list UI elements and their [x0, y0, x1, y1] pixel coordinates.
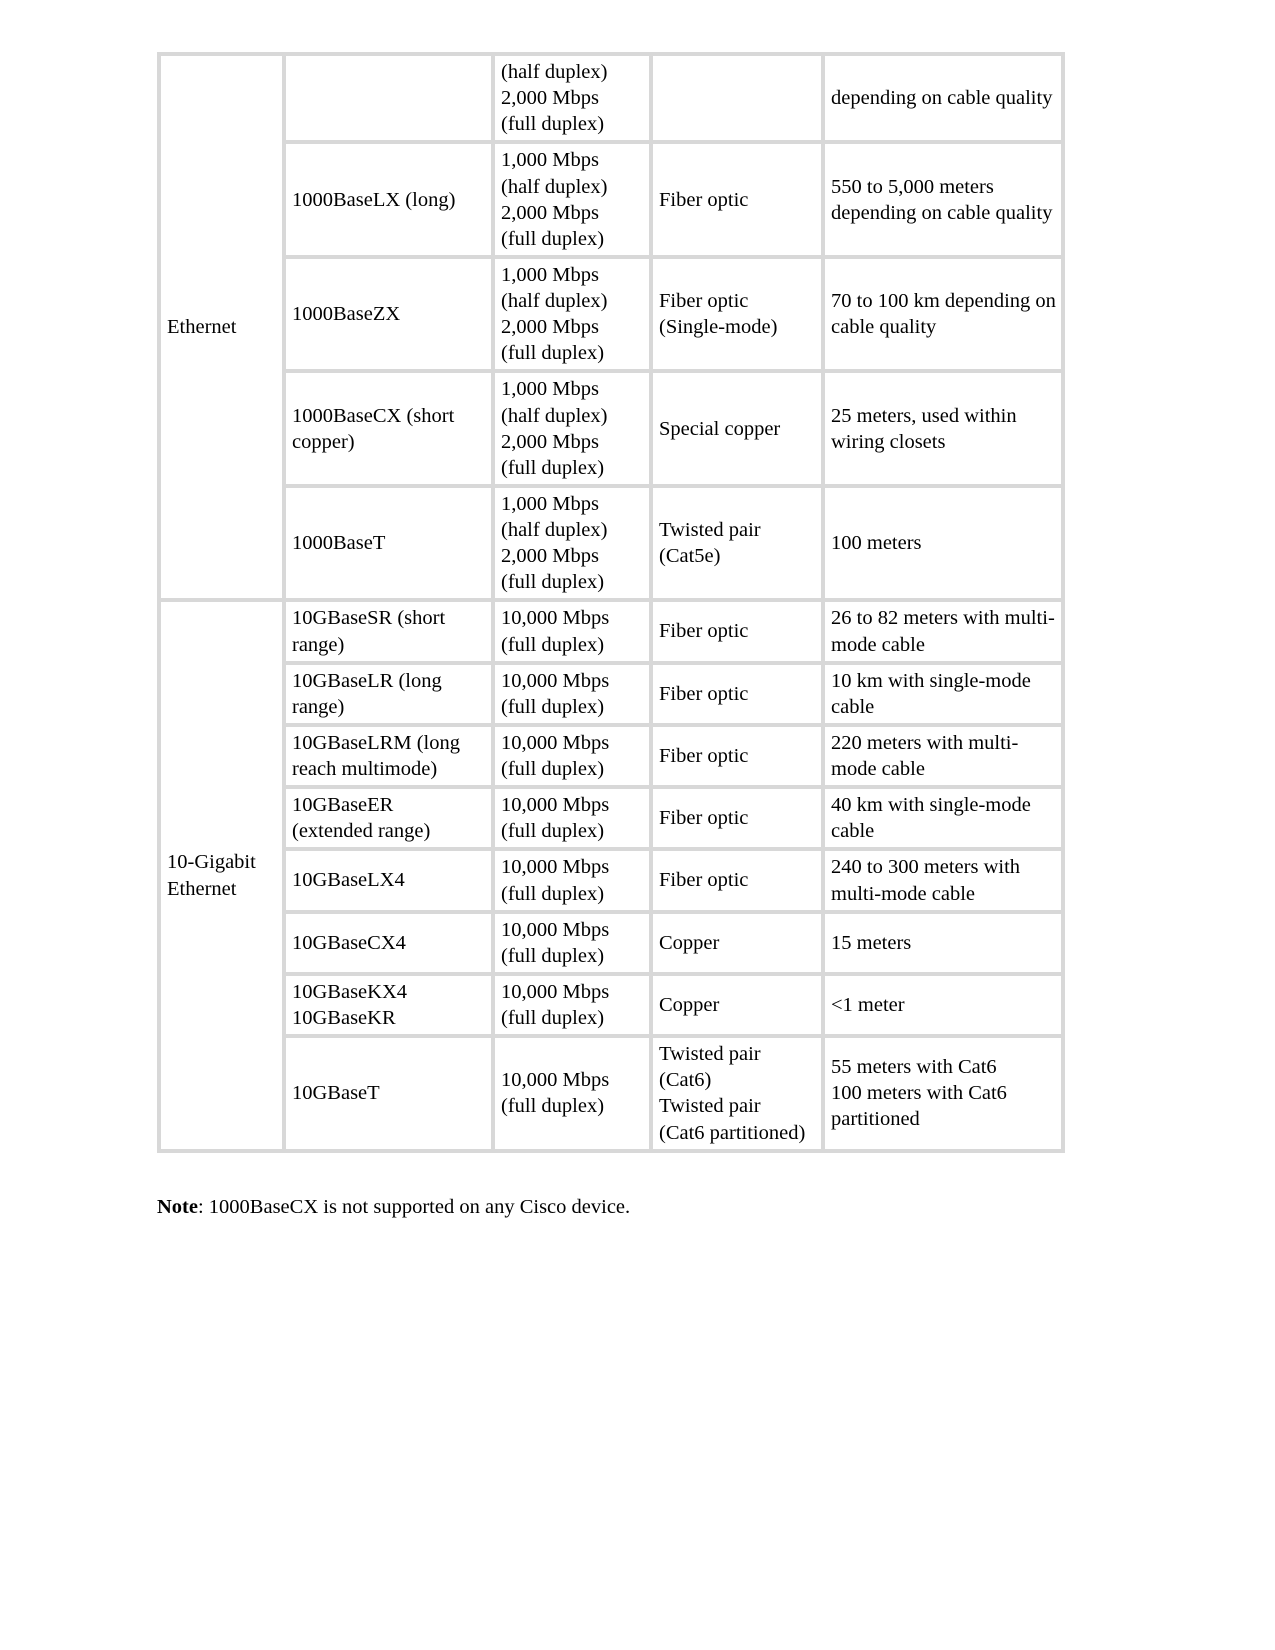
cell-distance: 40 km with single-mode cable — [823, 787, 1063, 849]
table-row — [159, 912, 1063, 974]
cell-speed: 10,000 Mbps (full duplex) — [493, 725, 651, 787]
table-row — [159, 1036, 1063, 1151]
cell-speed: 10,000 Mbps (full duplex) — [493, 912, 651, 974]
cell-speed: 1,000 Mbps (half duplex) 2,000 Mbps (full duplex) — [493, 257, 651, 372]
cell-standard: 10GBaseSR (short range) — [284, 600, 493, 662]
cell-media: Twisted pair (Cat5e) — [651, 486, 823, 601]
table-row — [159, 54, 1063, 142]
cell-media: Fiber optic — [651, 787, 823, 849]
cell-speed: 1,000 Mbps (half duplex) 2,000 Mbps (full duplex) — [493, 142, 651, 257]
note-label: Note — [157, 1196, 198, 1218]
note-text: : 1000BaseCX is not supported on any Cisco device. — [197, 1196, 631, 1218]
cell-standard: 10GBaseLX4 — [284, 849, 493, 911]
cell-media — [651, 54, 823, 142]
ethernet-standards-table — [157, 52, 1065, 1153]
cell-standard: 10GBaseCX4 — [284, 912, 493, 974]
table-row — [159, 371, 1063, 486]
cell-media: Fiber optic — [651, 849, 823, 911]
cell-distance: 220 meters with multi-mode cable — [823, 725, 1063, 787]
cell-speed: 10,000 Mbps (full duplex) — [493, 787, 651, 849]
cell-standard: 10GBaseKX4 10GBaseKR — [284, 974, 493, 1036]
cell-media: Fiber optic — [651, 725, 823, 787]
cell-distance: 100 meters — [823, 486, 1063, 601]
table-row — [159, 849, 1063, 911]
cell-category: 10-Gigabit Ethernet — [159, 600, 284, 1150]
cell-category: Ethernet — [159, 54, 284, 600]
cell-standard: 1000BaseLX (long) — [284, 142, 493, 257]
cell-speed: (half duplex) 2,000 Mbps (full duplex) — [493, 54, 651, 142]
cell-media: Fiber optic (Single-mode) — [651, 257, 823, 372]
cell-standard: 10GBaseLR (long range) — [284, 663, 493, 725]
cell-distance: depending on cable quality — [823, 54, 1063, 142]
table-row — [159, 257, 1063, 372]
cell-distance: 70 to 100 km depending on cable quality — [823, 257, 1063, 372]
table-row — [159, 142, 1063, 257]
cell-standard: 1000BaseZX — [284, 257, 493, 372]
cell-media: Copper — [651, 912, 823, 974]
table-row — [159, 663, 1063, 725]
cell-standard: 10GBaseLRM (long reach multimode) — [284, 725, 493, 787]
cell-speed: 10,000 Mbps (full duplex) — [493, 849, 651, 911]
cell-distance: <1 meter — [823, 974, 1063, 1036]
cell-distance: 15 meters — [823, 912, 1063, 974]
cell-media: Fiber optic — [651, 663, 823, 725]
table-row — [159, 486, 1063, 601]
cell-media: Copper — [651, 974, 823, 1036]
cell-speed: 1,000 Mbps (half duplex) 2,000 Mbps (full duplex) — [493, 486, 651, 601]
cell-speed: 10,000 Mbps (full duplex) — [493, 663, 651, 725]
cell-standard — [284, 54, 493, 142]
cell-distance: 240 to 300 meters with multi-mode cable — [823, 849, 1063, 911]
cell-speed: 1,000 Mbps (half duplex) 2,000 Mbps (full duplex) — [493, 371, 651, 486]
table-row — [159, 725, 1063, 787]
cell-speed: 10,000 Mbps (full duplex) — [493, 600, 651, 662]
cell-media: Fiber optic — [651, 600, 823, 662]
table-body — [159, 54, 1063, 1151]
cell-media: Special copper — [651, 371, 823, 486]
cell-media: Fiber optic — [651, 142, 823, 257]
cell-distance: 55 meters with Cat6 100 meters with Cat6 partitioned — [823, 1036, 1063, 1151]
cell-standard: 1000BaseCX (short copper) — [284, 371, 493, 486]
cell-speed: 10,000 Mbps (full duplex) — [493, 974, 651, 1036]
table-row — [159, 600, 1063, 662]
cell-distance: 10 km with single-mode cable — [823, 663, 1063, 725]
cell-distance: 26 to 82 meters with multi-mode cable — [823, 600, 1063, 662]
cell-speed: 10,000 Mbps (full duplex) — [493, 1036, 651, 1151]
table-row — [159, 974, 1063, 1036]
ethernet-standards-table-wrap — [157, 52, 1063, 1153]
cell-media: Twisted pair (Cat6) Twisted pair (Cat6 partitioned) — [651, 1036, 823, 1151]
table-row — [159, 787, 1063, 849]
table-note — [157, 1194, 630, 1221]
cell-standard: 1000BaseT — [284, 486, 493, 601]
cell-distance: 25 meters, used within wiring closets — [823, 371, 1063, 486]
cell-distance: 550 to 5,000 meters depending on cable quality — [823, 142, 1063, 257]
cell-standard: 10GBaseT — [284, 1036, 493, 1151]
cell-standard: 10GBaseER (extended range) — [284, 787, 493, 849]
